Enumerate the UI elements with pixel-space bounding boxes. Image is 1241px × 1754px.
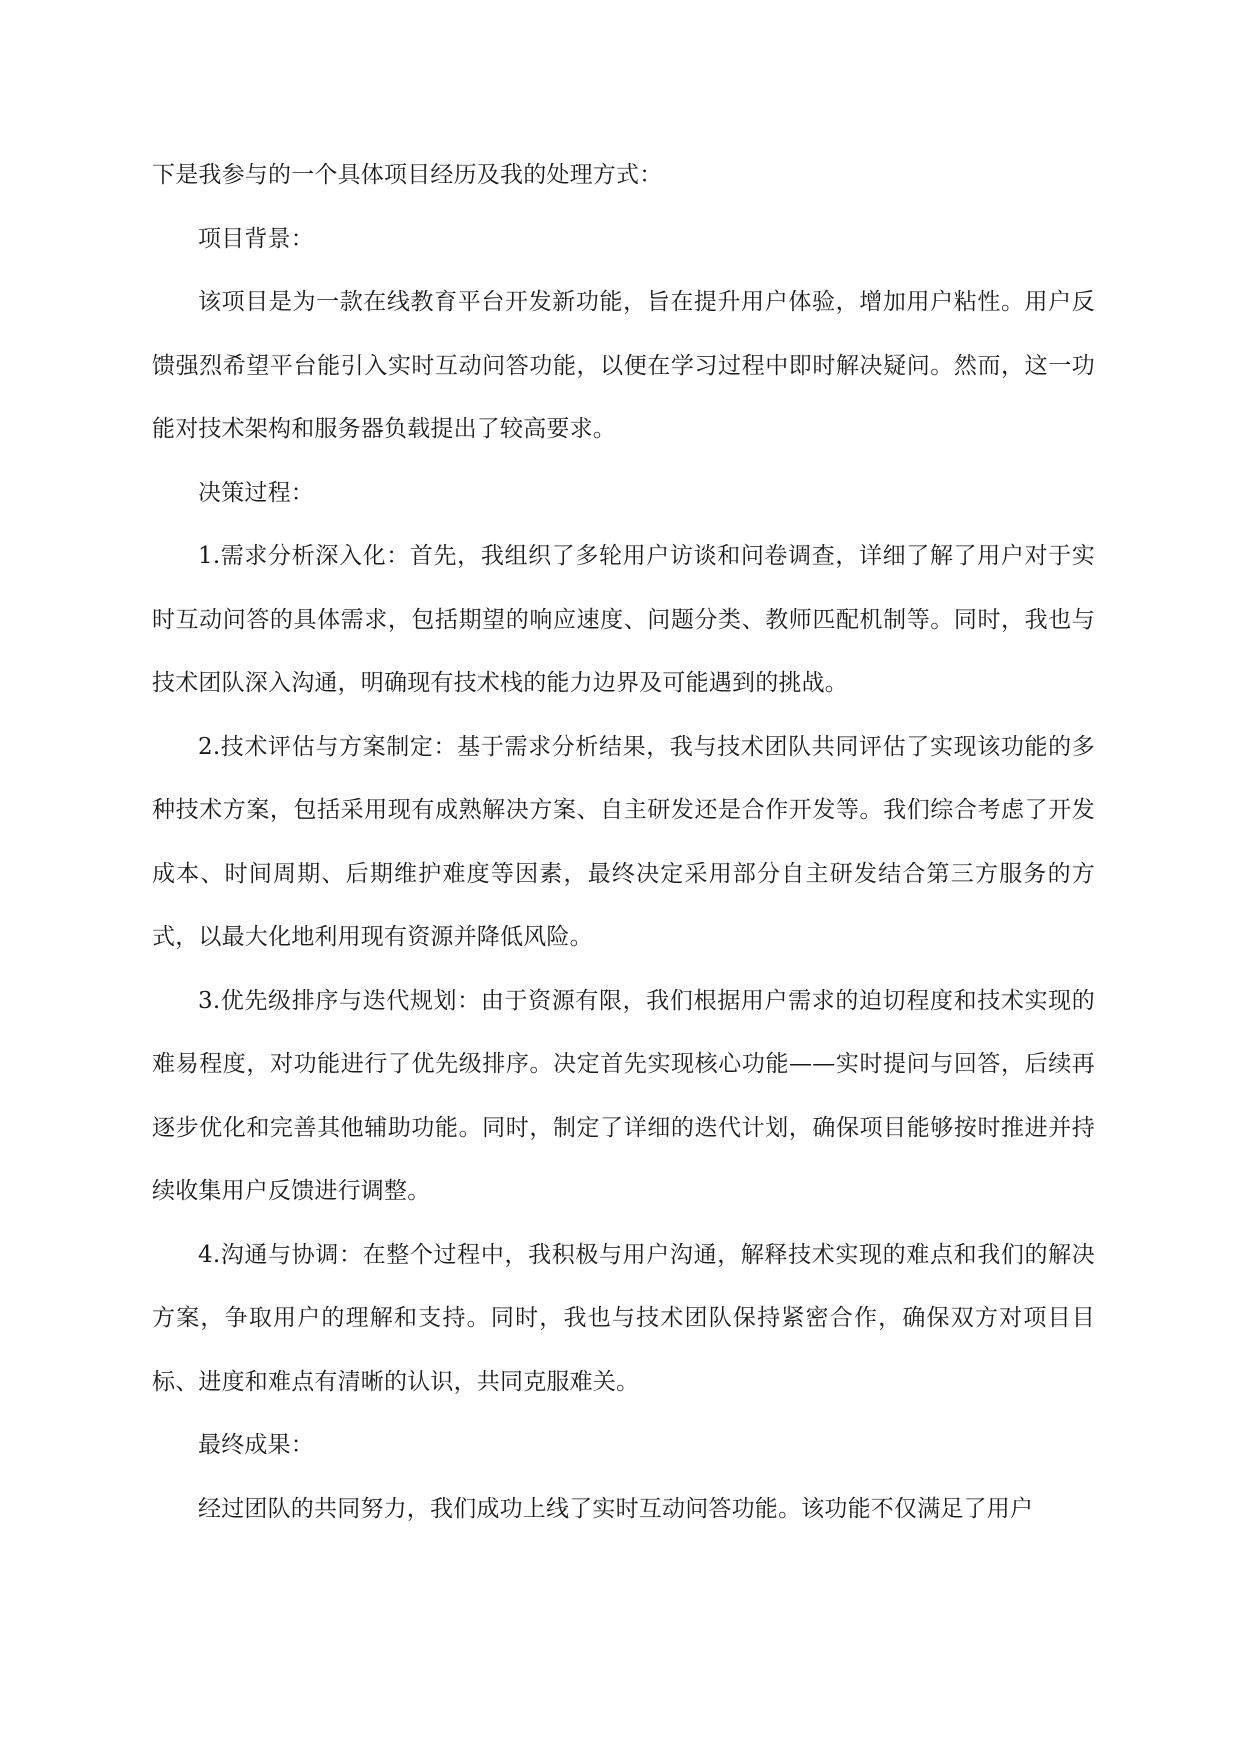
paragraph-step-3: 3.优先级排序与迭代规划：由于资源有限，我们根据用户需求的迫切程度和技术实现的难易程度，对功能进行了优先级排序。决定首先实现核心功能——实时提问与回答，后续再逐步优化和完善其他辅助功能。同时，制定了详细的迭代计划，确保项目能够按时推进并持续收集用户反馈进行调整。 [152,987,1095,1204]
heading-final-result: 最终成果： [198,1432,314,1458]
intro-line: 下是我参与的一个具体项目经历及我的处理方式： [152,162,663,188]
paragraph-result: 经过团队的共同努力，我们成功上线了实时互动问答功能。该功能不仅满足了用户 [198,1495,1034,1522]
heading-project-background: 项目背景： [198,225,314,252]
paragraph-background: 该项目是为一款在线教育平台开发新功能，旨在提升用户体验，增加用户粘性。用户反馈强烈希望平台能引入实时互动问答功能，以便在学习过程中即时解决疑问。然而，这一功能对技术架构和服务器负载提出了较高要求。 [152,289,1095,442]
paragraph-step-1: 1.需求分析深入化：首先，我组织了多轮用户访谈和问卷调查，详细了解了用户对于实时互动问答的具体需求，包括期望的响应速度、问题分类、教师匹配机制等。同时，我也与技术团队深入沟通，明确现有技术栈的能力边界及可能遇到的挑战。 [152,543,1095,696]
paragraph-step-4: 4.沟通与协调：在整个过程中，我积极与用户沟通，解释技术实现的难点和我们的解决方案，争取用户的理解和支持。同时，我也与技术团队保持紧密合作，确保双方对项目目标、进度和难点有清晰的认识，共同克服难关。 [152,1241,1095,1395]
paragraph-step-2: 2.技术评估与方案制定：基于需求分析结果，我与技术团队共同评估了实现该功能的多种技术方案，包括采用现有成熟解决方案、自主研发还是合作开发等。我们综合考虑了开发成本、时间周期、后期维护难度等因素，最终决定采用部分自主研发结合第三方服务的方式，以最大化地利用现有资源并降低风险。 [152,733,1095,950]
heading-decision-process: 决策过程： [198,479,314,506]
document-page [152,144,1095,1541]
